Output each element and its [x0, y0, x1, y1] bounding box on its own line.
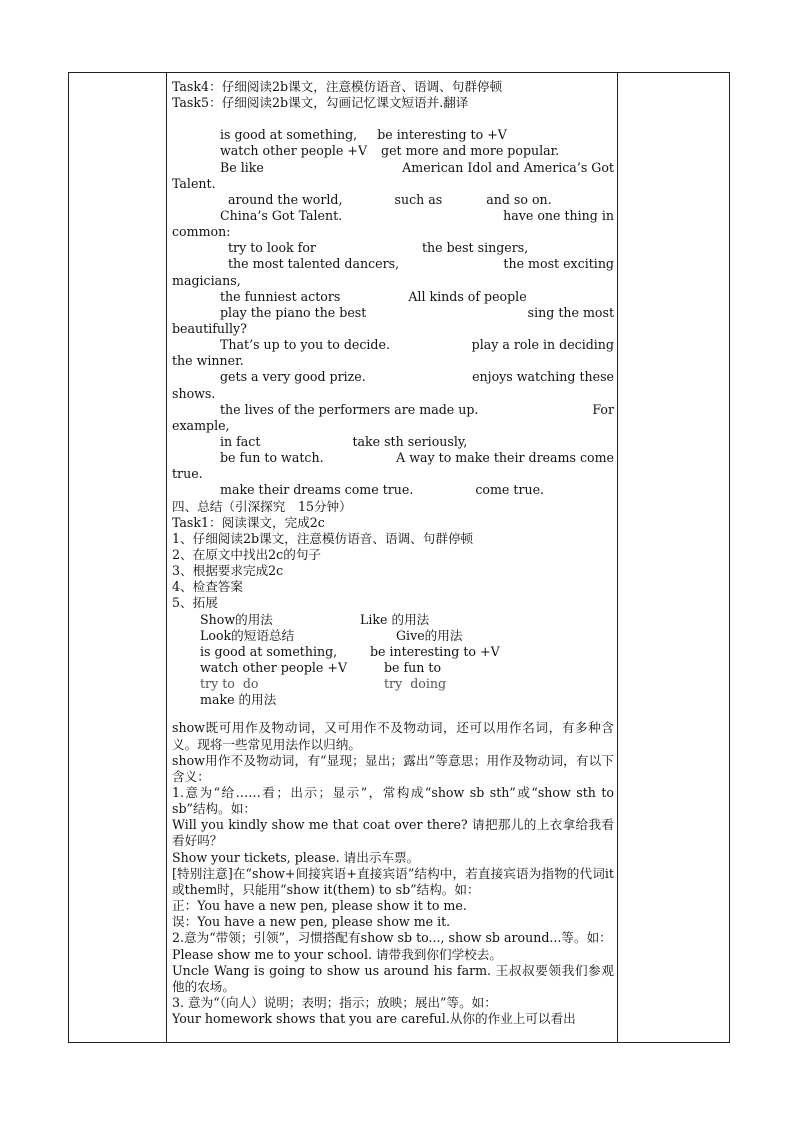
- note-paragraph: 2.意为“带领；引领”，习惯搭配有show sb to..., show sb around...等。如：: [172, 930, 612, 946]
- phrase: All kinds of people: [408, 288, 527, 304]
- phrase-continuation: magicians,: [172, 272, 241, 288]
- phrase-continuation: common:: [172, 224, 231, 240]
- extension-item: make 的用法: [200, 692, 277, 708]
- note-special: [特别注意]在“show+间接宾语+直接宾语”结构中，若直接宾语为指物的代词it或them时，只能用“show it(them) to sb”结构。如：: [172, 865, 614, 897]
- phrase: in fact: [220, 433, 261, 449]
- extension-item: Give的用法: [396, 627, 463, 643]
- phrase: sing the most: [527, 304, 614, 320]
- phrase-row: [172, 482, 614, 498]
- phrase-row: [172, 256, 614, 272]
- phrase-continuation: Talent.: [172, 175, 216, 191]
- extension-item: is good at something,: [200, 643, 338, 659]
- summary-task1: Task1：阅读课文，完成2c: [172, 514, 325, 530]
- note-example: Your homework shows that you are careful.从你的作业上可以看出: [172, 1011, 576, 1027]
- phrase: the most exciting: [503, 256, 614, 272]
- summary-heading: 四、总结（引深探究 15分钟）: [172, 498, 352, 514]
- phrase: play a role in deciding: [471, 337, 614, 353]
- phrase-row: [172, 305, 614, 321]
- phrase: be interesting to +V: [377, 127, 507, 143]
- note-example: Will you kindly show me that coat over there? 请把那儿的上衣拿给我看看好吗？: [172, 817, 614, 849]
- extension-item: try to do: [200, 676, 259, 692]
- phrase: A way to make their dreams come: [396, 450, 614, 466]
- phrase: That’s up to you to decide.: [220, 337, 390, 353]
- summary-step: 3、根据要求完成2c: [172, 563, 284, 579]
- phrase: For: [592, 401, 614, 417]
- table-column-divider-right: [617, 72, 618, 1043]
- phrase-row: [172, 450, 614, 466]
- extension-item: watch other people +V: [200, 659, 348, 675]
- extension-item: Like 的用法: [360, 611, 430, 627]
- phrase-continuation: example,: [172, 417, 230, 433]
- phrase-row: [172, 208, 614, 224]
- phrase: such as: [394, 191, 443, 207]
- phrase-continuation: shows.: [172, 385, 216, 401]
- note-paragraph: 1.意为“给……看；出示；显示”，常构成“show sb sth”或“show sth to sb”结构。如：: [172, 784, 614, 817]
- phrase: China’s Got Talent.: [220, 207, 343, 223]
- phrase: get more and more popular.: [381, 143, 560, 159]
- summary-step: 2、在原文中找出2c的句子: [172, 546, 322, 562]
- phrase: gets a very good prize.: [220, 369, 366, 385]
- phrase: Be like: [220, 159, 264, 175]
- main-content-cell: [172, 79, 614, 1027]
- phrase: make their dreams come true.: [220, 482, 414, 498]
- phrase: try to look for: [228, 240, 316, 256]
- phrase-row: [172, 337, 614, 353]
- phrase: enjoys watching these: [472, 369, 614, 385]
- phrase-row: [172, 402, 614, 418]
- phrase: the lives of the performers are made up.: [220, 401, 479, 417]
- extension-item: be interesting to +V: [370, 643, 500, 659]
- phrase: around the world,: [228, 191, 343, 207]
- phrase: the most talented dancers,: [228, 256, 400, 272]
- extension-item: try doing: [384, 676, 447, 692]
- note-example: Show your tickets, please. 请出示车票。: [172, 849, 420, 865]
- extension-row: [172, 628, 614, 644]
- phrase-row: [172, 434, 614, 450]
- phrase-row: [172, 240, 614, 256]
- phrase-row: [172, 143, 614, 159]
- extension-row: [172, 612, 614, 628]
- phrase: watch other people +V: [220, 143, 368, 159]
- phrase: the funniest actors: [220, 288, 341, 304]
- phrase-continuation: beautifully?: [172, 320, 247, 336]
- note-paragraph: 3. 意为“（向人）说明；表明；指示；放映；展出”等。如：: [172, 994, 497, 1010]
- extension-item: be fun to: [384, 659, 442, 675]
- task5-line: Task5：仔细阅读2b课文，勾画记忆课文短语并.翻译: [172, 95, 469, 111]
- phrase-continuation: true.: [172, 466, 203, 482]
- extension-row: [172, 644, 614, 660]
- summary-step: 4、检查答案: [172, 579, 243, 595]
- extension-item: Show的用法: [200, 611, 273, 627]
- phrase: be fun to watch.: [220, 450, 324, 466]
- table-column-divider-left: [166, 72, 167, 1043]
- summary-step: 5、拓展: [172, 595, 218, 611]
- extension-item: Look的短语总结: [200, 627, 295, 643]
- summary-step: 1、仔细阅读2b课文，注意模仿语音、语调、句群停顿: [172, 530, 474, 546]
- task4-line: Task4：仔细阅读2b课文，注意模仿语音、语调、句群停顿: [172, 79, 503, 94]
- phrase: have one thing in: [503, 207, 614, 223]
- extension-row: [172, 676, 614, 692]
- phrase: the best singers,: [421, 240, 529, 256]
- note-example: Please show me to your school. 请带我到你们学校去。: [172, 946, 502, 962]
- phrase: come true.: [475, 482, 545, 498]
- phrase-continuation: the winner.: [172, 353, 244, 369]
- note-example-correct: 正：You have a new pen, please show it to me.: [172, 898, 467, 914]
- note-example: Uncle Wang is going to show us around his farm. 王叔叔要领我们参观他的农场。: [172, 962, 614, 994]
- extension-row: [172, 660, 614, 676]
- phrase: is good at something,: [220, 127, 358, 143]
- phrase: and so on.: [486, 191, 552, 207]
- note-paragraph: show用作不及物动词，有“显现；显出；露出”等意思；用作及物动词，有以下含义：: [172, 752, 614, 784]
- phrase-row: [172, 369, 614, 385]
- note-example-wrong: 误：You have a new pen, please show me it.: [172, 914, 451, 930]
- phrase-row: [172, 160, 614, 176]
- phrase-row: [172, 127, 614, 143]
- note-paragraph: show既可用作及物动词，又可用作不及物动词，还可以用作名词，有多种含义。现将一些常见用法作以归纳。: [172, 720, 614, 752]
- phrase: American Idol and America’s Got: [402, 159, 614, 175]
- phrase: take sth seriously,: [352, 433, 468, 449]
- phrase-row: [172, 289, 614, 305]
- phrase: play the piano the best: [220, 304, 367, 320]
- phrase-row: [172, 192, 614, 208]
